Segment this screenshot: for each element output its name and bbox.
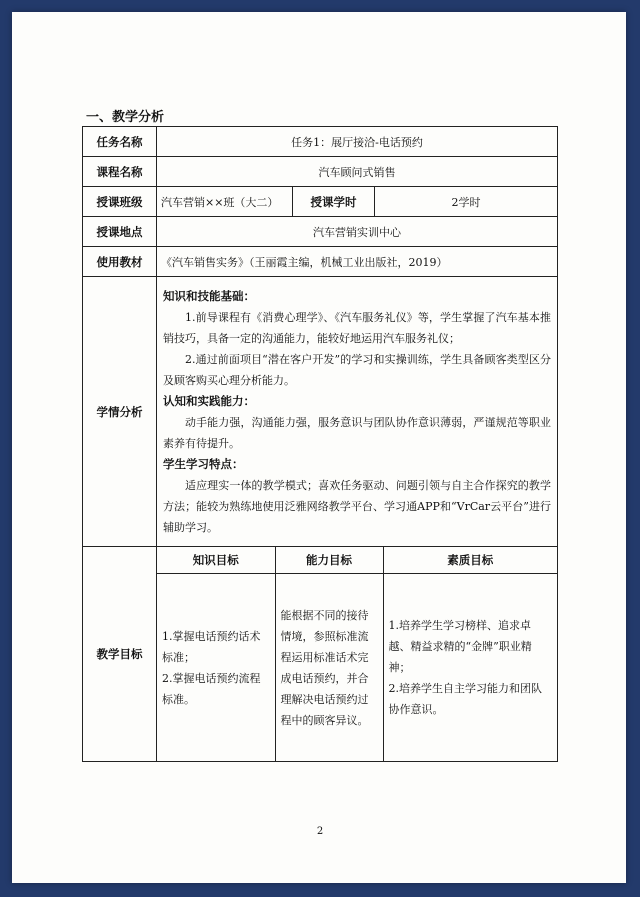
objective-header-knowledge: 知识目标 (157, 547, 275, 574)
situation-paragraph-3: 动手能力强，沟通能力强，服务意识与团队协作意识薄弱，严谨规范等职业素养有待提升。 (163, 415, 551, 450)
teaching-analysis-table (82, 126, 558, 762)
section-title: 一、教学分析 (86, 110, 165, 125)
textbook-label: 使用教材 (83, 247, 157, 277)
objective-header-quality: 素质目标 (383, 547, 557, 574)
textbook-value: 《汽车销售实务》（王丽霞主编，机械工业出版社，2019） (157, 247, 558, 277)
place-value: 汽车营销实训中心 (157, 217, 558, 247)
quality-objectives (383, 574, 557, 762)
place-label: 授课地点 (83, 217, 157, 247)
situation-paragraph-4: 适应理实一体的教学模式；喜欢任务驱动、问题引领与自主合作探究的教学方法；能较为熟练地使用泛雅网络教学平台、学习通APP和“VrCar云平台”进行辅助学习。 (163, 478, 551, 534)
knowledge-objectives (157, 574, 275, 762)
situation-heading-2: 认知和实践能力： (163, 393, 255, 408)
class-label: 授课班级 (83, 187, 157, 217)
task-value: 任务1：展厅接洽-电话预约 (157, 127, 558, 157)
objective-header-ability: 能力目标 (275, 547, 383, 574)
row-textbook (83, 247, 558, 277)
hours-value: 2学时 (375, 187, 558, 217)
situation-paragraph-2: 2.通过前面项目“潜在客户开发”的学习和实操训练，学生具备顾客类型区分及顾客购买心理分析能力。 (163, 352, 551, 387)
objectives-table (157, 547, 557, 761)
situation-content (157, 277, 558, 547)
ability-objectives (275, 574, 383, 762)
class-value: 汽车营销××班（大二） (157, 187, 293, 217)
task-label: 任务名称 (83, 127, 157, 157)
ability-objective-1: 能根据不同的接待情境，参照标准流程运用标准话术完成电话预约，并合理解决电话预约过程中的顾客异议。 (280, 608, 369, 727)
row-place (83, 217, 558, 247)
quality-objective-2: 2.培养学生自主学习能力和团队协作意识。 (388, 682, 542, 716)
page-number: 2 (316, 826, 324, 837)
situation-heading-1: 知识和技能基础： (163, 288, 255, 303)
situation-heading-3: 学生学习特点： (163, 456, 244, 471)
situation-label: 学情分析 (83, 277, 157, 547)
row-class (83, 187, 558, 217)
row-objectives (83, 547, 558, 762)
objectives-label: 教学目标 (83, 547, 157, 762)
course-label: 课程名称 (83, 157, 157, 187)
knowledge-objective-2: 2.掌握电话预约流程标准。 (162, 671, 261, 706)
knowledge-objective-1: 1.掌握电话预约话术标准； (162, 629, 261, 664)
hours-label: 授课学时 (293, 187, 375, 217)
row-situation (83, 277, 558, 547)
row-task (83, 127, 558, 157)
objectives-cell (157, 547, 558, 762)
course-value: 汽车顾问式销售 (157, 157, 558, 187)
quality-objective-1: 1.培养学生学习榜样、追求卓越、精益求精的“金牌”职业精神； (388, 619, 532, 674)
row-course (83, 157, 558, 187)
situation-paragraph-1: 1.前导课程有《消费心理学》、《汽车服务礼仪》等，学生掌握了汽车基本推销技巧，具备一定的沟通能力，能较好地运用汽车服务礼仪； (163, 310, 551, 345)
